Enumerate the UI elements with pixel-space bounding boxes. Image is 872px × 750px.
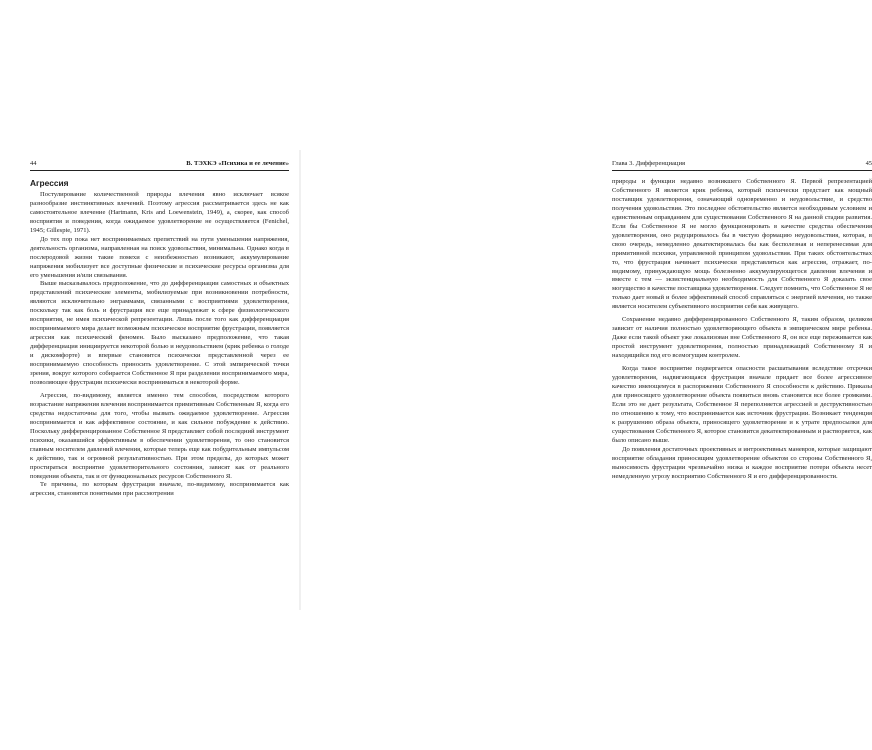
- right-paragraph-4: До появления достаточных проективных и интроективных маневров, которые защищают восприятие обладания приносящим удовлетворение объектом со стороны Собственного Я, выносимость фрустрации чрезвычайно низка и каждое восприятие потери объекта несет немедленную угрозу восприятию Собственного Я и его дифференцированности.: [612, 445, 872, 480]
- section-heading: Агрессия: [30, 178, 69, 188]
- left-header-rule: [30, 170, 289, 171]
- right-paragraph-1: природы и функции недавно возникшего Собственного Я. Первой репрезентацией Собственного Я является крик ребенка, который психически предстает как мощный поставщик удовлетворения, означающий одновременно и неудовольствие, и средство получения удовольствия. Это последнее обстоятельство является необходимым условием и единственным оправданием для существования Собственного Я на данной стадии развития. Если бы Собственное Я не могло функционировать в качестве средства обеспечения удовлетворения, оно редуцировалось бы в чистую формацию неудовольствия, которая, в свою очередь, немедленно декатектировалась бы как бесполезная и неперенесимая для примитивной психики, управляемой принципом удовольствия. При таких обстоятельствах то, что фрустрация начинает психически представляться как агрессия, отражает, по-видимому, принуждающую мощь болезненно аккумулирующегося давления влечения и вместе с тем — экзистенциальную необходимость для Собственного Я доказать свое могущество в качестве поставщика удовлетворения. Следует помнить, что Собственное Я не только дает новый и более эффективный способ справляться с энергией влечения, но также является носителем субъективного восприятия себя как живущего.: [612, 178, 872, 311]
- left-paragraph-1: Постулирование количественной природы влечения явно исключает всякое разнообразие инстинктивных влечений. Поэтому агрессия рассматривается здесь не как самостоятельное влечение (Hartmann, Kris and Loewenstein, 1949), а, скорее, как способ восприятия и поведения, когда ожидаемое удовлетворение не осуществляется (Fenichel, 1945; Gillespie, 1971).: [30, 190, 289, 234]
- left-paragraph-4: Агрессия, по-видимому, является именно тем способом, посредством которого возрастание напряжения влечения воспринимается примитивным Собственным Я, когда его средства недостаточны для того, чтобы вызвать ожидаемое удовлетворение. Агрессия воспринимается и как аффективное состояние, и как сильное побуждение к действию. Поскольку дифференцированное Собственное Я представляет собой последний инструмент психики, оказавшийся эффективным в обеспечении удовлетворения, то оно становится главным носителем давлений влечения, которые теперь еще как побудительным импульсом к действию, так и огромной результативностью. При этом пределы, до которых может простираться восприятие удовлетворительного состояния, зависят как от реального поведения объекта, так и от функциональных ресурсов Собственного Я.: [30, 391, 289, 480]
- right-text-column: [612, 178, 872, 481]
- right-header-rule: [612, 170, 872, 171]
- left-paragraph-5: Те причины, по которым фрустрация вначале, по-видимому, воспринимается как агрессия, становятся понятными при рассмотрении: [30, 481, 289, 498]
- left-page-number: 44: [30, 160, 37, 167]
- left-running-header: В. ТЭХКЭ «Психика и ее лечение»: [186, 160, 289, 167]
- right-page: [300, 0, 872, 750]
- right-running-header: Глава 3. Дифференциация: [612, 160, 686, 167]
- right-paragraph-2: Сохранение недавно дифференцированного Собственного Я, таким образом, целиком зависит от наличия полностью удовлетворяющего объекта в эмпирическом мире ребенка. Даже если такой объект уже локализован вне Собственного Я, он все еще переживается как простой инструмент удовлетворения, полностью принадлежащий Собственному Я и находящийся под его всемогущим контролем.: [612, 316, 872, 360]
- right-page-header: [612, 160, 872, 167]
- right-paragraph-3: Когда такое восприятие подвергается опасности расшатывания вследствие отсрочки удовлетворения, надвигающаяся фрустрация вначале придает все более агрессивное качество имеющемуся в распоряжении Собственного Я способности к действию. Приказы для приносящего удовлетворение объекта появиться вновь становятся все более громкими. Если это не дает результата, Собственное Я переполняется агрессией и деструктивностью по отношению к тому, что воспринимается как источник фрустрации. Возникает тенденция к разрушению образа объекта, приносящего удовлетворение и к утрате предпосылки для существования Собственного Я, которое становится декатектированным и растворяется, как было описано выше.: [612, 365, 872, 444]
- left-page: [0, 0, 300, 750]
- left-text-column: [30, 178, 289, 499]
- left-page-header: [30, 160, 289, 167]
- left-paragraph-2: До тех пор пока нет воспринимаемых препятствий на пути уменьшения напряжения, деятельность организма, направленная на поиск удовольствия, минимальна. Однако когда в послеродовой жизни такие помехи с неизбежностью возникают, аккумулирование напряжения мобилизует все доступные физические и психические ресурсы организма для его уменьшения и/или связывания.: [30, 235, 289, 279]
- left-paragraph-3: Выше высказывалось предположение, что до дифференциации самостных и объектных представлений психические элементы, мобилизуемые при возникновении потребности, являются исключительно энграммами, связанными с восприятиями удовлетворения, поскольку так как боль и фрустрация все еще принадлежат к сфере физиологического восприятия, не имея психической репрезентации. Лишь после того как дифференциация воспринимаемого мира делает возможным психическое восприятие фрустрации, появляется агрессия как психический феномен. Было высказано предположение, что такая дифференциация инициируется некоторой болью и неудовольствием (крик ребенка о голоде и дискомфорте) и впервые становится психически представленной через ее воспринимаемую способность приносить удовлетворение. С этой эмпирической точки зрения, вокруг которого собирается Собственное Я при разделении воспринимаемого мира, позволяющее фрустрации психически восприниматься в некоторой форме.: [30, 280, 289, 386]
- right-page-number: 45: [865, 160, 872, 167]
